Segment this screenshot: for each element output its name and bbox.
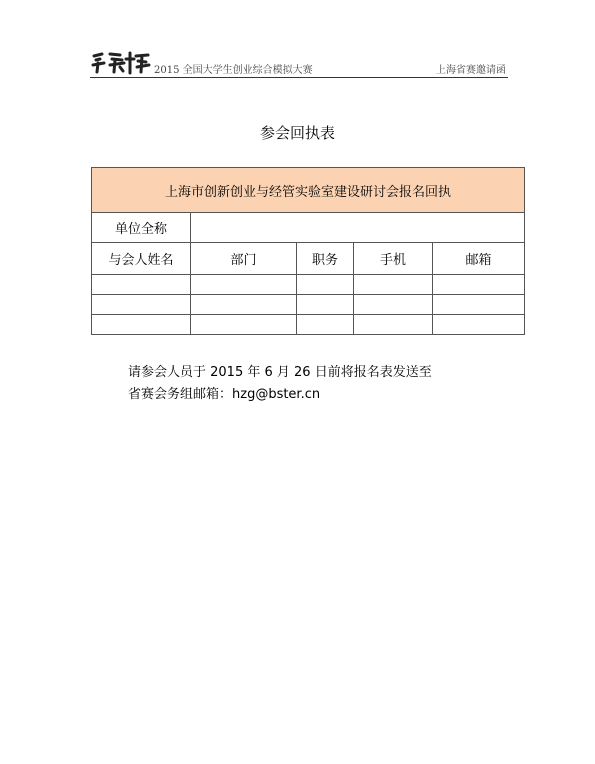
- column-header-name: 与会人姓名: [92, 243, 191, 275]
- phone-cell[interactable]: [354, 295, 433, 315]
- document-title: 参会回执表: [259, 124, 335, 142]
- name-cell[interactable]: [92, 315, 191, 335]
- department-cell[interactable]: [191, 275, 297, 295]
- name-cell[interactable]: [92, 295, 191, 315]
- phone-cell[interactable]: [354, 275, 433, 295]
- page-header: [90, 50, 508, 78]
- position-cell[interactable]: [297, 275, 354, 295]
- unit-label: 单位全称: [92, 213, 191, 243]
- header-rule: [90, 77, 508, 78]
- header-document-name: 上海省赛邀请函: [436, 65, 506, 76]
- name-cell[interactable]: [92, 275, 191, 295]
- column-header-phone: 手机: [354, 243, 433, 275]
- unit-name-field[interactable]: [191, 213, 525, 243]
- table-banner: 上海市创新创业与经管实验室建设研讨会报名回执: [92, 168, 525, 213]
- table-row: [92, 295, 525, 315]
- deadline-text: 请参会人员于 2015 年 6 月 26 日前将报名表发送至: [128, 365, 432, 380]
- email-cell[interactable]: [433, 275, 525, 295]
- table-row: [92, 315, 525, 335]
- position-cell[interactable]: [297, 315, 354, 335]
- header-subtitle: 2015 全国大学生创业综合模拟大赛: [154, 65, 313, 76]
- registration-table: [91, 167, 525, 335]
- submission-notice: [128, 362, 432, 406]
- contact-email-text: 省赛会务组邮箱：hzg@bster.cn: [128, 387, 321, 402]
- brand-logo: [90, 50, 152, 76]
- column-header-email: 邮箱: [433, 243, 525, 275]
- column-header-position: 职务: [297, 243, 354, 275]
- phone-cell[interactable]: [354, 315, 433, 335]
- position-cell[interactable]: [297, 295, 354, 315]
- department-cell[interactable]: [191, 295, 297, 315]
- email-cell[interactable]: [433, 315, 525, 335]
- email-cell[interactable]: [433, 295, 525, 315]
- department-cell[interactable]: [191, 315, 297, 335]
- column-header-department: 部门: [191, 243, 297, 275]
- table-row: [92, 275, 525, 295]
